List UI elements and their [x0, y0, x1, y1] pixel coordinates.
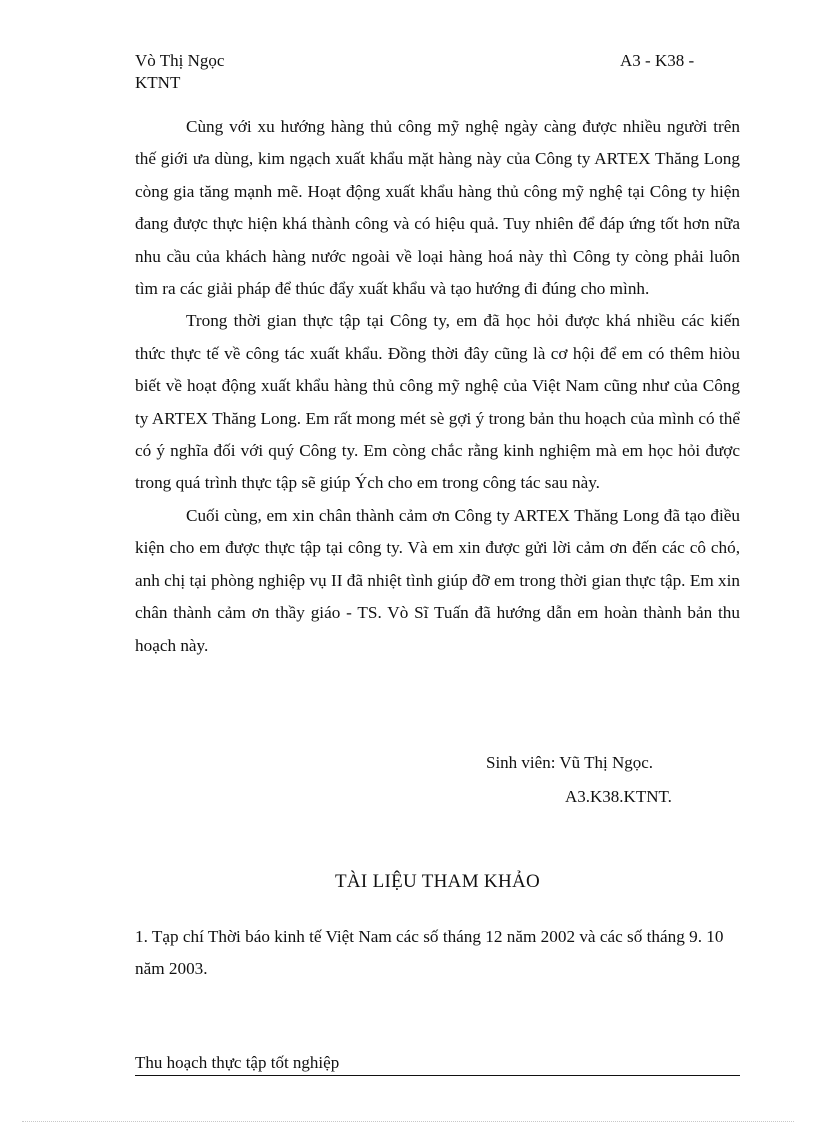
body-paragraph: Cùng với xu hướng hàng thủ công mỹ nghệ ngày càng được nhiều người trên thế giới ưa dùng, kim ngạch xuất khẩu mặt hàng này của Công ty ARTEX Thăng Long còng gia tăng mạnh mẽ. Hoạt động xuất khẩu hàng thủ công mỹ nghệ tại Công ty hiện đang được thực hiện khá thành công và có hiệu quả. Tuy nhiên để đáp ứng tốt hơn nữa nhu cầu của khách hàng nước ngoài về loại hàng hoá này thì Công ty còng phải luôn tìm ra các giải pháp để thúc đẩy xuất khẩu và tạo hướng đi đúng cho mình. [135, 117, 740, 299]
document-body [135, 111, 740, 662]
reference-item: 1. Tạp chí Thời báo kinh tế Việt Nam các số tháng 12 năm 2002 và các số tháng 9. 10 năm 2003. [135, 927, 724, 979]
signature-student: Sinh viên: Vũ Thị Ngọc. [486, 753, 654, 772]
references-title: TÀI LIỆU THAM KHẢO [334, 871, 541, 892]
header-class-code: A3 - K38 - [620, 51, 695, 70]
page-edge-divider [22, 1121, 794, 1122]
signature-class: A3.K38.KTNT. [565, 787, 672, 806]
page-footer: Thu hoạch thực tập tốt nghiệp [135, 1052, 740, 1076]
body-paragraph: Trong thời gian thực tập tại Công ty, em đã học hỏi được khá nhiều các kiến thức thực tế về công tác xuất khẩu. Đồng thời đây cũng là cơ hội để em có thêm hiòu biết về hoạt động xuất khẩu hàng thủ công mỹ nghệ của Việt Nam cũng như của Công ty ARTEX Thăng Long. Em rất mong mét sè gợi ý trong bản thu hoạch của mình có thể có ý nghĩa đối với quý Công ty. Em còng chắc rằng kinh nghiệm mà em học hỏi được trong quá trình thực tập sẽ giúp Ých cho em trong công tác sau này. [135, 311, 740, 493]
body-paragraph: Cuối cùng, em xin chân thành cảm ơn Công ty ARTEX Thăng Long đã tạo điều kiện cho em được thực tập tại công ty. Và em xin được gửi lời cảm ơn đến các cô chó, anh chị tại phòng nghiệp vụ II đã nhiệt tình giúp đỡ em trong thời gian thực tập. Em xin chân thành cảm ơn thầy giáo - TS. Vò Sĩ Tuấn đã hướng dẫn em hoàn thành bản thu hoạch này. [135, 505, 740, 655]
header-author: Vò Thị Ngọc KTNT [135, 51, 225, 92]
